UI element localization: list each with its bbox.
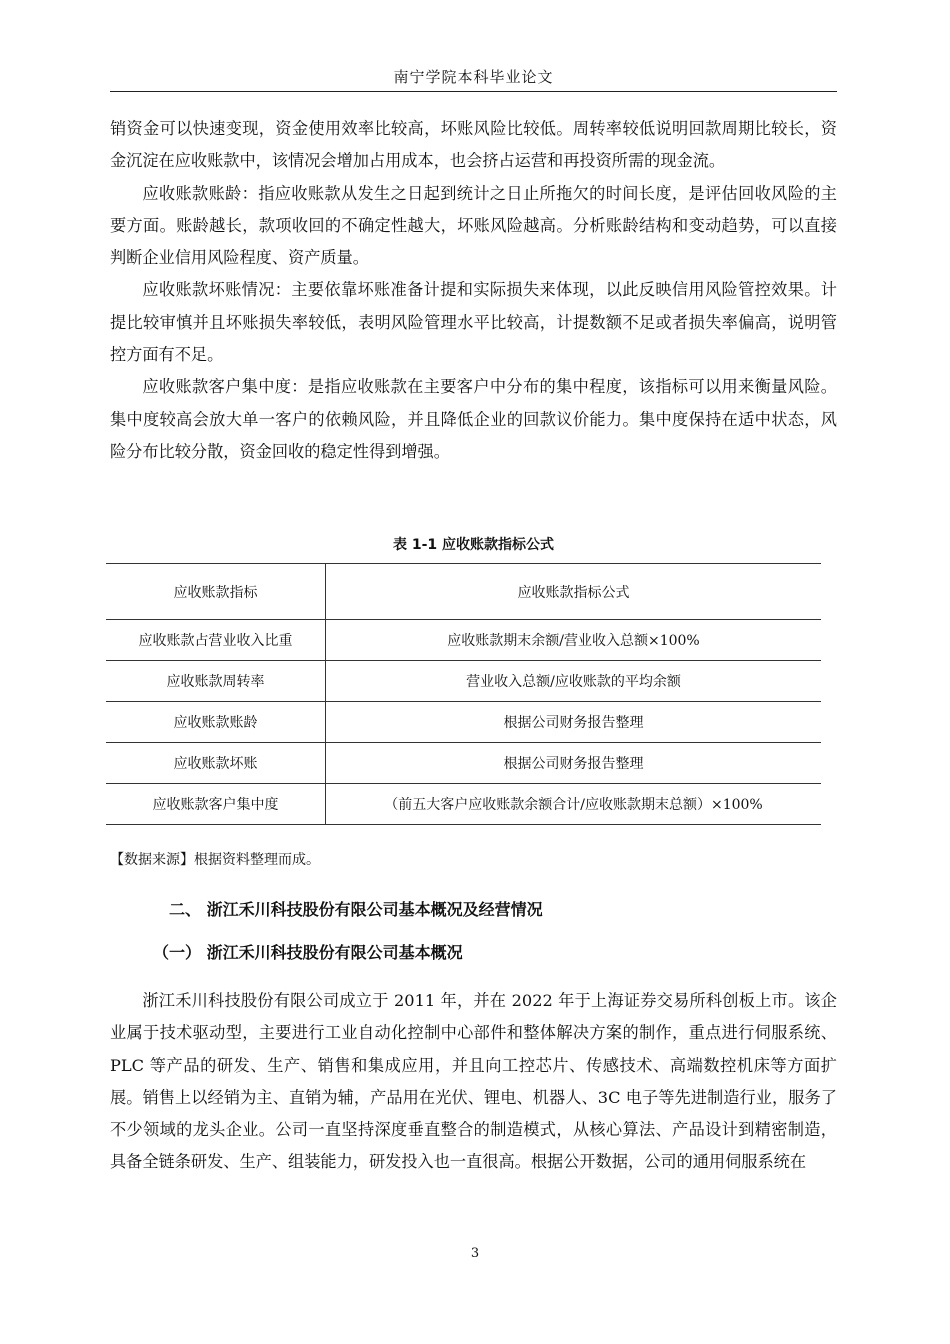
table-cell: 应收账款期末余额/营业收入总额×100% xyxy=(326,620,822,661)
metrics-table xyxy=(106,563,821,825)
table-cell: 应收账款客户集中度 xyxy=(106,784,326,825)
table-header-cell: 应收账款指标 xyxy=(106,564,326,620)
table-row xyxy=(106,702,821,743)
paragraph-company-overview: 浙江禾川科技股份有限公司成立于 2011 年，并在 2022 年于上海证券交易所科创板上市。该企业属于技术驱动型，主要进行工业自动化控制中心部件和整体解决方案的制作，重点进行伺服系统、PLC 等产品的研发、生产、销售和集成应用，并且向工控芯片、传感技术、高端数控机床等方面扩展。销售上以经销为主、直销为辅，产品用在光伏、锂电、机器人、3C 电子等先进制造行业，服务了不少领域的龙头企业。公司一直坚持深度垂直整合的制造模式，从核心算法、产品设计到精密制造，具备全链条研发、生产、组装能力，研发投入也一直很高。根据公开数据，公司的通用伺服系统在 xyxy=(110,991,837,1172)
paragraph-bad-debt: 应收账款坏账情况：主要依靠坏账准备计提和实际损失来体现，以此反映信用风险管控效果。计提比较审慎并且坏账损失率较低，表明风险管理水平比较高，计提数额不足或者损失率偏高，说明管控方面有不足。 xyxy=(110,280,837,365)
table-row xyxy=(106,784,821,825)
subsection-heading: （一） 浙江禾川科技股份有限公司基本概况 xyxy=(153,943,463,962)
section-heading: 二、 浙江禾川科技股份有限公司基本概况及经营情况 xyxy=(169,900,543,919)
table-cell: 应收账款坏账 xyxy=(106,743,326,784)
table-cell: 根据公司财务报告整理 xyxy=(326,743,822,784)
table-row xyxy=(106,743,821,784)
paragraph-continued: 销资金可以快速变现，资金使用效率比较高，坏账风险比较低。周转率较低说明回款周期比较长，资金沉淀在应收账款中，该情况会增加占用成本，也会挤占运营和再投资所需的现金流。 xyxy=(110,119,837,171)
body-text-bottom xyxy=(110,985,837,1179)
table-header-cell: 应收账款指标公式 xyxy=(326,564,822,620)
table-header-row xyxy=(106,564,821,620)
table-cell: 应收账款账龄 xyxy=(106,702,326,743)
table-cell: 应收账款周转率 xyxy=(106,661,326,702)
table-caption: 表 1-1 应收账款指标公式 xyxy=(392,537,555,553)
table-cell: 应收账款占营业收入比重 xyxy=(106,620,326,661)
table-row xyxy=(106,661,821,702)
running-header: 南宁学院本科毕业论文 xyxy=(393,68,554,86)
body-text-top xyxy=(110,113,837,468)
paragraph-concentration: 应收账款客户集中度：是指应收账款在主要客户中分布的集中程度，该指标可以用来衡量风险。集中度较高会放大单一客户的依赖风险，并且降低企业的回款议价能力。集中度保持在适中状态，风险分布比较分散，资金回收的稳定性得到增强。 xyxy=(110,377,837,461)
table-cell: 营业收入总额/应收账款的平均余额 xyxy=(326,661,822,702)
table-cell: （前五大客户应收账款余额合计/应收账款期末总额）×100% xyxy=(326,784,822,825)
table-row xyxy=(106,620,821,661)
page-number: 3 xyxy=(470,1246,480,1261)
table-cell: 根据公司财务报告整理 xyxy=(326,702,822,743)
paragraph-aging: 应收账款账龄：指应收账款从发生之日起到统计之日止所拖欠的时间长度，是评估回收风险的主要方面。账龄越长，款项收回的不确定性越大，坏账风险越高。分析账龄结构和变动趋势，可以直接判断企业信用风险程度、资产质量。 xyxy=(110,183,837,268)
table-source-note: 【数据来源】根据资料整理而成。 xyxy=(110,852,320,868)
header-rule xyxy=(110,91,837,92)
